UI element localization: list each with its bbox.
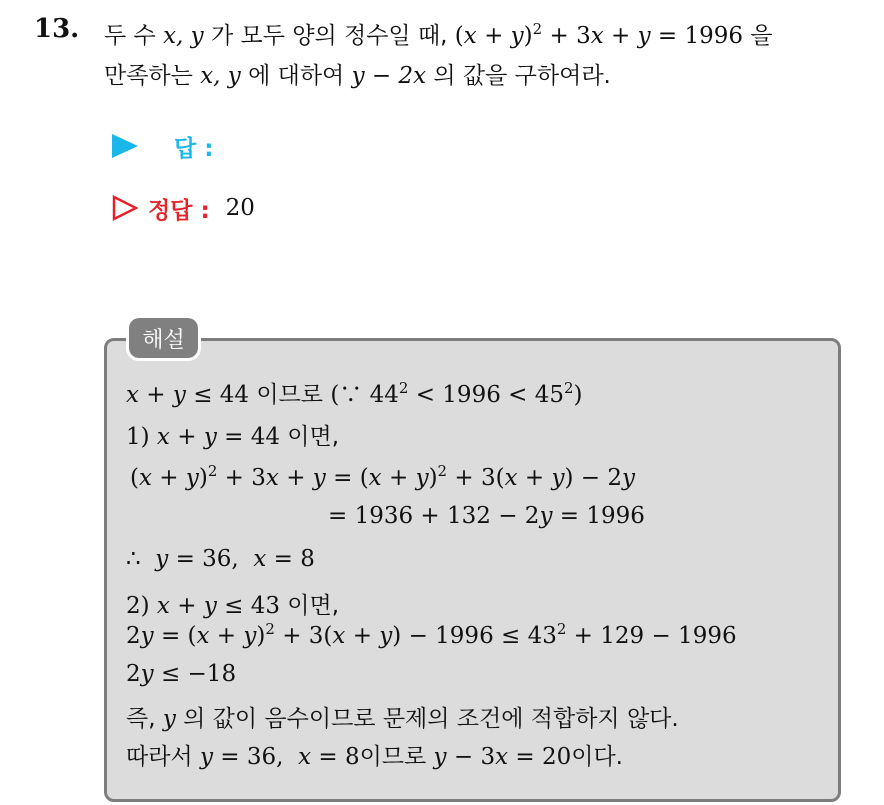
question-text-line-2: 만족하는 x, y 에 대하여 y − 2x 의 값을 구하여라.	[104, 63, 611, 89]
solution-line-10: 따라서 y = 36, x = 8이므로 y − 3x = 20이다.	[126, 744, 623, 770]
solution-line-4: = 1936 + 132 − 2y = 1996	[328, 503, 645, 529]
solution-line-3: $(x + y)^2 + 3x + y = (x + y)^2 + 3(x + y) - 2y$	[130, 462, 635, 491]
solution-line-2: 1) x + y = 44 이면,	[126, 424, 340, 450]
solution-line-9: 즉, y 의 값이 음수이므로 문제의 조건에 적합하지 않다.	[126, 706, 679, 732]
outline-triangle-icon	[112, 195, 138, 221]
solution-tag: 해설	[129, 318, 198, 358]
answer-row	[112, 130, 213, 162]
solution-line-7: $2y = (x + y)^2 + 3(x + y) - 1996 \le 43^2 + 129 - 1996$	[126, 620, 737, 649]
solution-line-8: 2y ≤ −18	[126, 661, 237, 687]
correct-answer-label: 정답 :	[148, 197, 210, 224]
solution-line-5: ∴ y = 36, x = 8	[126, 546, 315, 572]
solution-line-1: x + y ≤ 44 이므로 (∵ $44^2 < 1996 < 45^2$)	[126, 379, 583, 408]
question-number: 13.	[34, 14, 80, 44]
correct-answer-value: 20	[225, 195, 255, 221]
solution-line-6: 2) x + y ≤ 43 이면,	[126, 593, 340, 619]
correct-answer-row	[112, 192, 255, 224]
answer-label: 답 :	[174, 135, 214, 162]
question-equation: $(x + y)^2 + 3x + y$	[454, 20, 651, 49]
question-text-line-1: 두 수 x, y 가 모두 양의 정수일 때, $(x + y)^2 + 3x + y = 1996$ 을	[104, 20, 773, 49]
play-triangle-icon	[112, 134, 138, 158]
